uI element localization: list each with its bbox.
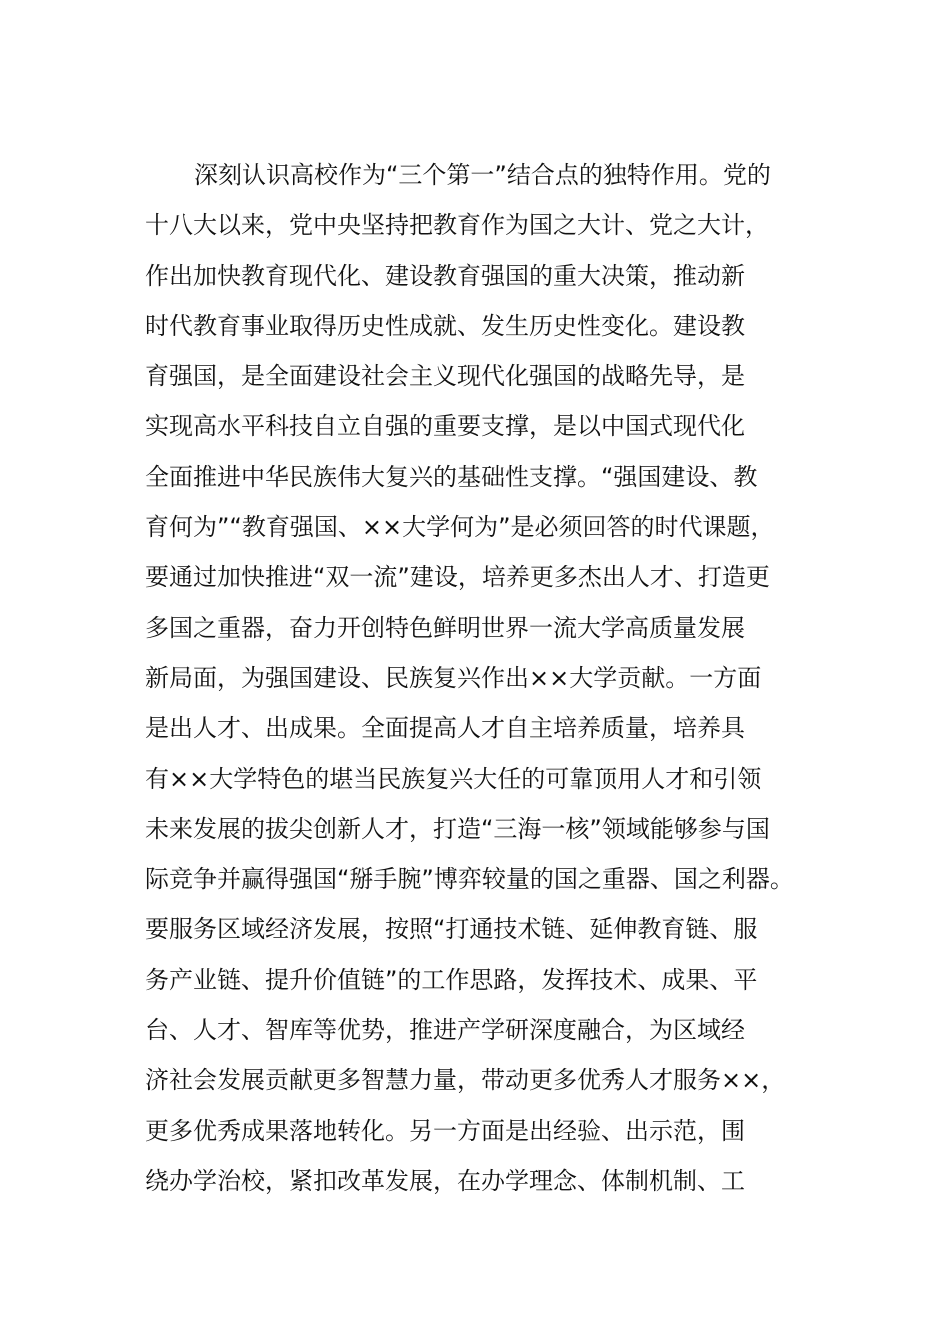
paragraph-line: 更多优秀成果落地转化。另一方面是出经验、出示范，围 xyxy=(145,1116,745,1145)
paragraph-line: 未来发展的拔尖创新人才，打造“三海一核”领域能够参与国 xyxy=(145,814,770,843)
paragraph-line: 新局面，为强国建设、民族复兴作出××大学贡献。一方面 xyxy=(145,663,762,692)
paragraph-line: 深刻认识高校作为“三个第一”结合点的独特作用。党的 xyxy=(194,161,771,189)
paragraph-line: 作出加快教育现代化、建设教育强国的重大决策，推动新 xyxy=(145,261,745,290)
paragraph-line: 实现高水平科技自立自强的重要支撑，是以中国式现代化 xyxy=(145,412,745,441)
paragraph-line: 育强国，是全面建设社会主义现代化强国的战略先导，是 xyxy=(145,362,745,391)
paragraph-line: 务产业链、提升价值链”的工作思路，发挥技术、成果、平 xyxy=(145,965,758,994)
paragraph-line: 是出人才、出成果。全面提高人才自主培养质量，培养具 xyxy=(145,714,745,743)
paragraph-line: 育何为”“教育强国、××大学何为”是必须回答的时代课题， xyxy=(145,513,775,542)
paragraph-line: 要服务区域经济发展，按照“打通技术链、延伸教育链、服 xyxy=(145,915,758,944)
paragraph-line: 有××大学特色的堪当民族复兴大任的可靠顶用人才和引领 xyxy=(145,764,762,793)
paragraph-line: 要通过加快推进“双一流”建设，培养更多杰出人才、打造更 xyxy=(145,563,770,592)
paragraph-line: 十八大以来，党中央坚持把教育作为国之大计、党之大计， xyxy=(145,211,769,240)
paragraph-line: 际竞争并赢得强国“掰手腕”博弈较量的国之重器、国之利器。 xyxy=(145,865,794,894)
paragraph-line: 多国之重器，奋力开创特色鲜明世界一流大学高质量发展 xyxy=(145,613,745,642)
paragraph-line: 时代教育事业取得历史性成就、发生历史性变化。建设教 xyxy=(145,311,745,340)
body-paragraph xyxy=(145,150,825,1206)
paragraph-line: 全面推进中华民族伟大复兴的基础性支撑。“强国建设、教 xyxy=(145,462,758,491)
paragraph-line: 绕办学治校，紧扣改革发展，在办学理念、体制机制、工 xyxy=(145,1166,745,1195)
paragraph-line: 济社会发展贡献更多智慧力量，带动更多优秀人才服务××， xyxy=(145,1066,786,1095)
paragraph-line: 台、人才、智库等优势，推进产学研深度融合，为区域经 xyxy=(145,1016,745,1045)
